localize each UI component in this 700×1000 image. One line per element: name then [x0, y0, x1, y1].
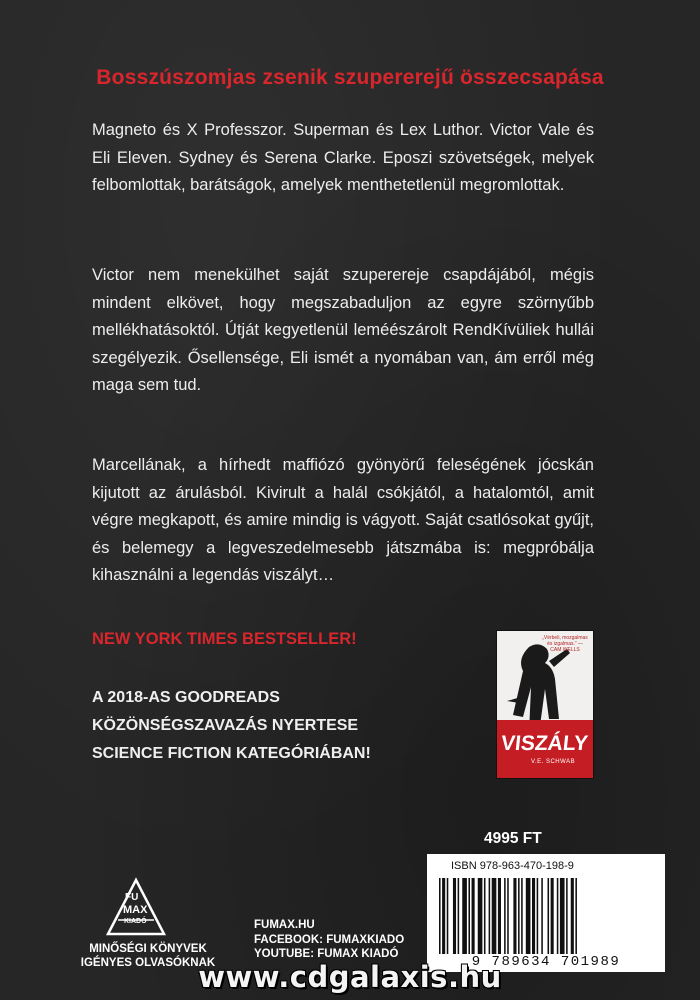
- isbn-label: ISBN 978-963-470-198-9: [451, 860, 574, 872]
- award-line-1: A 2018-AS GOODREADS: [92, 689, 280, 706]
- cover-author: V.E. SCHWAB: [531, 759, 576, 765]
- isbn-barcode: [427, 854, 665, 972]
- logo-fu: FU: [125, 892, 139, 903]
- website-link[interactable]: FUMAX.HU: [254, 919, 315, 931]
- youtube-link[interactable]: YOUTUBE: FUMAX KIADÓ: [254, 948, 399, 960]
- blurb-paragraph-2: Victor nem menekülhet saját szuperereje csapdájából, mégis mindent elkövet, hogy megszabaduljon az egyre szörnyűbb mellékhatásoktól. Útját kegyetlenül leméészárolt RendKívüliek hullái szegélyezik. Ősellensége, Eli ismét a nyomában van, ám erről még maga sem tud.: [92, 266, 594, 394]
- logo-kiado: KIADÓ: [124, 918, 147, 925]
- logo-max: MAX: [123, 904, 148, 916]
- publisher-links: [254, 918, 404, 962]
- barcode-bars: [439, 878, 653, 954]
- slogan-line-2: IGÉNYES OLVASÓKNAK: [80, 957, 216, 969]
- award-line-2: KÖZÖNSÉGSZAVAZÁS NYERTESE: [92, 717, 359, 734]
- blurb-paragraph-3: Marcellának, a hírhedt maffiózó gyönyörű feleségének jócskán kijutott az árulásból. Kivirult a halál csókjától, a hatalomtól, amit végre megkapott, és amire mindig is vágyott. Saját csatlósokat gyűjt, és belemegy a legveszedelmesebb játszmába is: megpróbálja kihasználni a legendás viszályt…: [92, 456, 594, 584]
- award-note: [92, 684, 402, 768]
- watermark: www.cdgalaxis.hu: [198, 960, 502, 994]
- cover-quote: „Vérbeli, mozgalmas és izgalmas.” — CAM WELLS: [542, 635, 588, 653]
- facebook-link[interactable]: FACEBOOK: FUMAXKIADO: [254, 933, 405, 946]
- price: 4995 FT: [484, 830, 542, 847]
- slogan-line-1: MINŐSÉGI KÖNYVEK: [89, 943, 207, 955]
- book-cover-thumbnail: [497, 631, 593, 778]
- bestseller-note: NEW YORK TIMES BESTSELLER!: [92, 630, 357, 648]
- award-line-3: SCIENCE FICTION KATEGÓRIÁBAN!: [92, 745, 371, 762]
- barcode-digits: 9 789634 701989: [471, 954, 621, 970]
- blurb-paragraph-1: Magneto és X Professzor. Superman és Lex Luthor. Victor Vale és Eli Eleven. Sydney és Serena Clarke. Eposzi szövetségek, melyek felbomlottak, barátságok, amelyek menthetetlenül megromlottak.: [92, 121, 594, 194]
- back-cover-headline: Bosszúszomjas zsenik szupererejű összecsapása: [96, 66, 604, 89]
- cover-title: VISZÁLY: [499, 732, 590, 755]
